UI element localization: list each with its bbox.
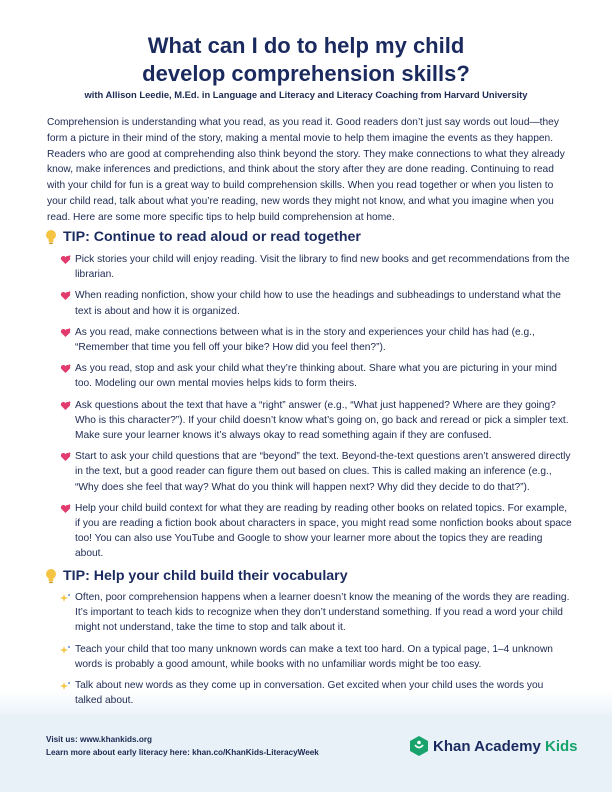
- heart-icon: [60, 504, 71, 514]
- heart-icon: [60, 401, 71, 411]
- heart-icon: [60, 255, 71, 265]
- logo-text-kids: Kids: [544, 737, 578, 755]
- tip1-item: [60, 449, 572, 495]
- tip1-item: [60, 361, 572, 391]
- tip1-item-text: When reading nonfiction, show your child how to use the headings and subheadings to understand what the text is about and how it is organized.: [75, 290, 561, 317]
- tip1-item: [60, 325, 572, 355]
- tip2-list: [60, 590, 572, 714]
- title-line-2: develop comprehension skills?: [142, 61, 470, 86]
- heart-icon: [60, 328, 71, 338]
- footer-links: [46, 734, 319, 759]
- tip2-item: [60, 678, 572, 708]
- logo-text: [433, 738, 578, 755]
- tip1-item: [60, 501, 572, 562]
- sparkle-icon: [60, 681, 71, 691]
- tip2-item-text: Talk about new words as they come up in conversation. Get excited when your child uses the words you talked about.: [75, 680, 544, 707]
- heart-icon: [60, 452, 71, 462]
- tip2-item: [60, 642, 572, 672]
- heart-icon: [60, 364, 71, 374]
- tip1-item-text: Ask questions about the text that have a “right” answer (e.g., “What just happened? Where are they going? Who is this character?”). If your child doesn’t know what’s going on, go back and reread or pick a simpler text. Make sure your learner knows it’s always okay to read something again if they are confused.: [75, 399, 569, 442]
- tip1-item-text: Start to ask your child questions that are “beyond” the text. Beyond-the-text questions aren’t answered directly in the text, but a good reader can figure them out based on clues. This is called making an inference (e.g., “Why does she feel that way? What do you think will happen next? Why did they decide to do that?”).: [75, 451, 571, 493]
- tip1-item: [60, 288, 572, 318]
- logo-text-main: Khan Academy: [433, 737, 541, 755]
- tip1-heading: [44, 229, 361, 245]
- tip1-item-text: As you read, stop and ask your child what they’re thinking about. Share what you are picturing in your mind too. Modeling our own mental movies helps kids to form theirs.: [75, 363, 557, 390]
- tip1-item-text: As you read, make connections between what is in the story and experiences your child has had (e.g., “Remember that time you fell off your bike? How did you feel then?”).: [75, 326, 535, 354]
- tip1-item: [60, 252, 572, 282]
- lightbulb-icon: [44, 568, 58, 584]
- title-line-1: What can I do to help my child: [147, 33, 465, 58]
- tip2-heading-text: TIP: Help your child build their vocabulary: [63, 568, 348, 584]
- sparkle-icon: [60, 645, 71, 655]
- tip1-list: [60, 252, 572, 568]
- sparkle-icon: [60, 593, 71, 603]
- intro-paragraph: Comprehension is understanding what you read, as you read it. Good readers don’t just say words out loud—they form a picture in their mind of the story, making a mental movie to help them imagine the events as they happen. Readers who are good at comprehending also think beyond the story. They make connections to what they already know, make inferences and predictions, and think about the story after they are done reading. Continuing to read with your child for fun is a great way to build comprehension skills. When you read together or when you listen to your child read, talk about what you’re reading, new words they might not know, and what you imagine when you read. Here are some more specific tips to help build comprehension at home.: [47, 117, 565, 223]
- tip1-item-text: Help your child build context for what they are reading by reading other books on related topics. For example, if you are reading a fiction book about characters in space, you might read some nonfiction books about space too! You can also use YouTube and Google to show your learner more about the topics they are reading about.: [75, 502, 572, 560]
- khan-academy-kids-logo: [410, 736, 578, 756]
- lightbulb-icon: [44, 229, 58, 245]
- tip1-heading-text: TIP: Continue to read aloud or read together: [63, 229, 361, 245]
- author-byline: with Allison Leedie, M.Ed. in Language and Literacy and Literacy Coaching from Harvard University: [84, 89, 528, 100]
- tip2-item-text: Teach your child that too many unknown words can make a text too hard. On a typical page, 1–4 unknown words is probably a good amount, while books with no unfamiliar words might be too easy.: [75, 643, 553, 670]
- tip2-item-text: Often, poor comprehension happens when a learner doesn’t know the meaning of the words they are reading. It’s important to teach kids to recognize when they don’t understand something. If you read a word your child might not understand, take the time to stop and talk about it.: [75, 592, 570, 634]
- footer-visit-link[interactable]: Visit us: www.khankids.org: [46, 735, 153, 744]
- hexagon-logo-icon: [410, 736, 428, 756]
- tip2-heading: [44, 568, 348, 584]
- page-title: [0, 32, 612, 88]
- tip1-item: [60, 398, 572, 444]
- tip2-item: [60, 590, 572, 636]
- heart-icon: [60, 291, 71, 301]
- footer-learn-more-link[interactable]: Learn more about early literacy here: khan.co/KhanKids-LiteracyWeek: [46, 747, 319, 757]
- tip1-item-text: Pick stories your child will enjoy reading. Visit the library to find new books and get recommendations from the librarian.: [75, 254, 570, 281]
